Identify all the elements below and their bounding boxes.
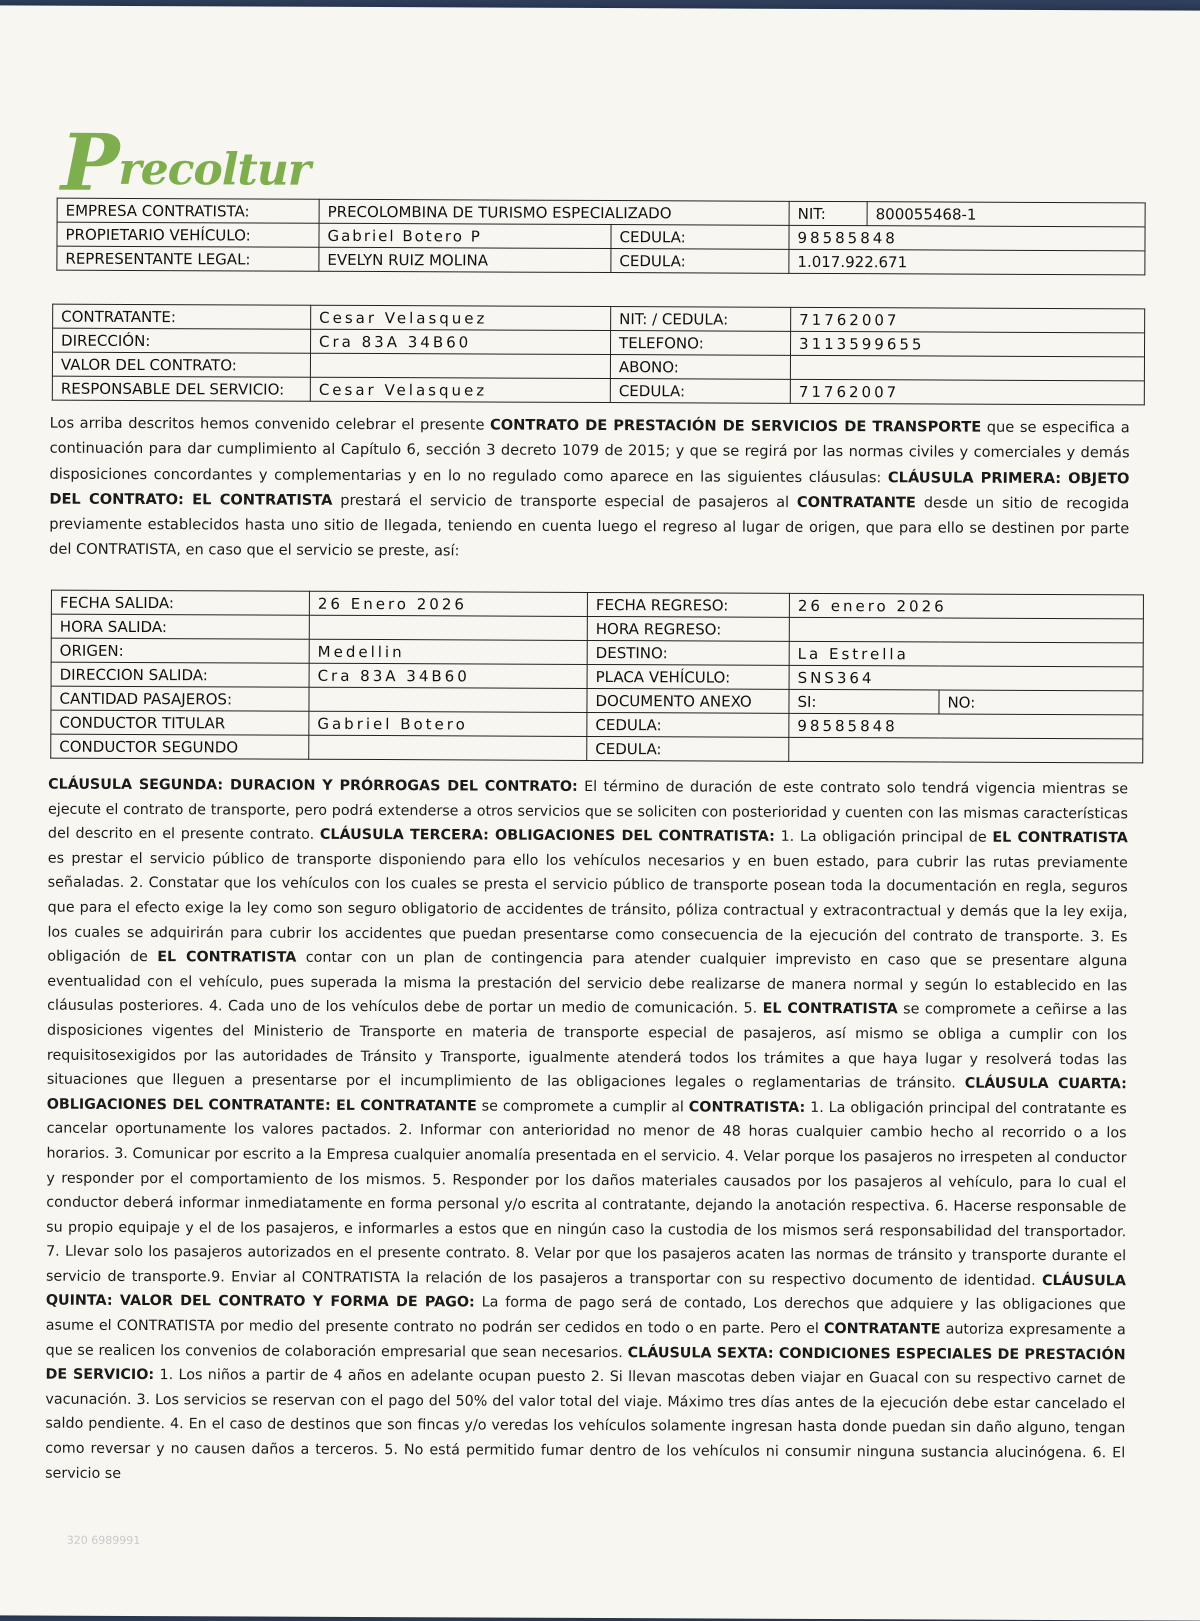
clause-text: 1. Los niños a partir de 4 años en adelante ocupan puesto 2. Si llevan mascotas deben viajar en Guacal con su respectivo carnet de vacunación. 3. Los servicios se reservan con el pago del 50% del valor total del viaje. Máximo tres días antes de la ejecución debe estar cancelado el saldo pendiente. 4. En el caso de destinos que son fincas y/o veredas los vehículos solamente ingresan hasta donde puedan sin daño alguno, tengan como reversar y no causen daños a terceros. 5. No está permitido fumar dentro de los vehículos ni consumir ninguna sustancia alucinógena. 6. El servicio se — [45, 1367, 1126, 1482]
clause-text: se compromete a cumplir al — [476, 1098, 689, 1116]
value-destino: La Estrella — [789, 641, 1143, 667]
label-contratante: CONTRATANTE: — [53, 304, 311, 329]
label-conductor-titular: CONDUCTOR TITULAR — [51, 710, 309, 735]
clause-text: La forma de pago será de contado, Los derechos que adquiere y las obligaciones que asume el CONTRATISTA por medio del presente contrato no podrán ser cedidos en todo o en parte. Pero el — [45, 1294, 1126, 1338]
label-hora-salida: HORA SALIDA: — [51, 614, 309, 639]
label-si: SI: — [789, 689, 939, 714]
clause-bold: EL CONTRATISTA — [992, 829, 1128, 847]
value-propietario: Gabriel Botero P — [319, 223, 611, 248]
label-nit-cedula: NIT: / CEDULA: — [611, 307, 791, 332]
value-cantidad-pasajeros — [309, 687, 587, 712]
label-documento-anexo: DOCUMENTO ANEXO — [587, 688, 789, 713]
clause-text: autoriza expresamente a que se realicen los convenios de colaboración empresarial que sean necesarios. — [45, 1321, 1126, 1361]
label-cedula-propietario: CEDULA: — [611, 225, 789, 250]
clause-fourth-heading: CLÁUSULA CUARTA: OBLIGACIONES DEL CONTRATANTE: EL CONTRATANTE — [46, 1075, 1127, 1115]
label-hora-regreso: HORA REGRESO: — [587, 616, 789, 641]
value-abono — [790, 355, 1144, 381]
value-fecha-salida: 26 Enero 2026 — [309, 591, 587, 616]
value-responsable: Cesar Velasquez — [310, 377, 610, 402]
clause-bold: CONTRATANTE — [823, 1321, 941, 1338]
label-placa: PLACA VEHÍCULO: — [587, 664, 789, 689]
value-placa: SNS364 — [789, 665, 1143, 691]
value-hora-salida — [309, 615, 587, 640]
clause-first-heading: CLÁUSULA PRIMERA: OBJETO DEL CONTRATO: EL CONTRATISTA — [49, 468, 1130, 509]
value-origen: Medellin — [309, 639, 587, 664]
intro-contract-title: CONTRATO DE PRESTACIÓN DE SERVICIOS DE TRANSPORTE — [490, 416, 982, 436]
value-nit-cedula: 71762007 — [791, 307, 1145, 333]
label-conductor-segundo: CONDUCTOR SEGUNDO — [51, 734, 309, 759]
intro-text-a: Los arriba descritos hemos convenido celebrar el presente — [49, 414, 491, 434]
label-responsable: RESPONSABLE DEL SERVICIO: — [52, 376, 310, 401]
intro-paragraph — [49, 411, 1130, 567]
client-table — [52, 304, 1145, 406]
label-propietario: PROPIETARIO VEHÍCULO: — [57, 222, 319, 247]
value-empresa: PRECOLOMBINA DE TURISMO ESPECIALIZADO — [319, 199, 789, 225]
clause-bold: EL CONTRATISTA — [762, 1001, 898, 1018]
value-cedula-titular: 98585848 — [789, 713, 1143, 739]
clause-text: El término de duración de este contrato solo tendrá vigencia mientras se ejecute el contrato de transporte, pero podrá extenderse a otros servicios que se soliciten con posterioridad y cuenten con las mismas características del descrito en el presente contrato. — [47, 778, 1129, 843]
value-direccion-salida: Cra 83A 34B60 — [309, 663, 587, 688]
value-cedula-responsable: 71762007 — [790, 379, 1144, 405]
value-cedula-segundo — [789, 737, 1143, 763]
intro-contratante: CONTRATANTE — [796, 493, 916, 512]
intro-text-g: desde un sitio de recogida previamente establecidos hasta uno sitio de llegada, teniendo en cuenta luego el regreso al lugar de origen, que para ello se destinen por parte del CONTRATISTA, en caso que el servicio se preste, así: — [49, 494, 1130, 560]
intro-text-e: prestará el servicio de transporte especial de pasajeros al — [332, 491, 797, 511]
trip-table — [50, 590, 1144, 764]
label-empresa: EMPRESA CONTRATISTA: — [57, 198, 319, 223]
label-nit: NIT: — [789, 201, 867, 225]
clause-text: contar con un plan de contingencia para atender cualquier imprevisto en caso que se presentare alguna eventualidad con el vehículo, pues superada la misma la prestación del servicio debe realizarse de manera normal y según lo establecido en las cláusulas posteriores. 4. Cada uno de los vehículos debe de portar un medio de comunicación. 5. — [47, 949, 1128, 1018]
label-abono: ABONO: — [610, 355, 790, 380]
value-representante: EVELYN RUIZ MOLINA — [319, 247, 611, 272]
label-cedula-titular: CEDULA: — [587, 712, 789, 737]
value-fecha-regreso: 26 enero 2026 — [789, 593, 1143, 619]
value-nit: 800055468-1 — [867, 202, 1145, 227]
clause-third-heading: CLÁUSULA TERCERA: OBLIGACIONES DEL CONTRATISTA: — [319, 826, 775, 845]
value-conductor-titular: Gabriel Botero — [309, 711, 587, 736]
label-destino: DESTINO: — [587, 640, 789, 665]
clauses-body — [45, 773, 1128, 1491]
label-direccion-salida: DIRECCION SALIDA: — [51, 662, 309, 687]
clause-text: se compromete a ceñirse a las disposiciones vigentes del Ministerio de Transporte en materia de transporte especial de pasajeros, así mismo se obliga a cumplir con los requisitosexigidos por las autoridades de Tránsito y Transporte, igualmente atenderá todos los trámites a que haya lugar y resolverá todas las situaciones que lleguen a presentarse por el incumplimiento de las obligaciones legales o reglamentarias de tránsito. — [46, 1001, 1128, 1092]
label-cedula-responsable: CEDULA: — [610, 379, 790, 404]
value-conductor-segundo — [309, 735, 587, 760]
value-valor — [310, 353, 610, 378]
label-no: NO: — [939, 690, 1143, 715]
clause-text: es prestar el servicio público de transporte disponiendo para ello los vehículos necesarios y en buen estado, para cubrir las rutas previamente señaladas. 2. Constatar que los vehículos con los cuales se presta el servicio público de transporte posean toda la documentación en regla, seguros que para el efecto exige la ley como son seguro obligatorio de accidentes de tránsito, póliza contractual y extracontractual y demás que la ley exija, los cuales se adquirirán para cubrir los accidentes que puedan presentarse como consecuencia de la ejecución del contrato de transporte. 3. Es obligación de — [47, 850, 1128, 966]
label-cedula-segundo: CEDULA: — [587, 736, 789, 761]
label-cedula-representante: CEDULA: — [611, 249, 789, 274]
value-telefono: 3113599655 — [790, 331, 1144, 357]
label-fecha-regreso: FECHA REGRESO: — [587, 592, 789, 617]
label-fecha-salida: FECHA SALIDA: — [51, 590, 309, 615]
label-origen: ORIGEN: — [51, 638, 309, 663]
clause-bold: CONTRATISTA: — [688, 1099, 806, 1116]
contract-sheet — [0, 5, 1200, 1620]
label-telefono: TELEFONO: — [611, 331, 791, 356]
clause-sixth-heading: CLÁUSULA SEXTA: CONDICIONES ESPECIALES DE PRESTACIÓN DE SERVICIO: — [45, 1344, 1126, 1384]
clause-second-heading: CLÁUSULA SEGUNDA: DURACION Y PRÓRROGAS DEL CONTRATO: — [48, 776, 578, 795]
clause-bold: EL CONTRATISTA — [157, 949, 297, 966]
clause-text: 1. La obligación principal del contratante es cancelar oportunamente los valores pactados. 2. Informar con anterioridad no menor de 48 horas cualquier cambio hecho al recorrido o a los horarios. 3. Comunicar por escrito a la Empresa cualquier anomalía presentada en el servicio. 4. Velar porque los pasajeros no irrespeten al conductor y responder por el comportamiento de los mismos. 5. Responder por los daños materiales causados por los pasajeros al vehículo, para lo cual el conductor deberá informar inmediatamente en forma personal y/o escrita al contratante, dejando la anotación respectiva. 6. Hacerse responsable de su propio equipaje y el de los pasajeros, e informarles a estos que en ningún caso la custodia de los mismos será responsabilidad del transportador. 7. Llevar solo los pasajeros autorizados en el presente contrato. 8. Velar por que los pasajeros acaten las normas de tránsito y transporte durante el servicio de transporte.9. Enviar al CONTRATISTA la relación de los pasajeros a transportar con su respectivo documento de identidad. — [45, 1099, 1127, 1289]
company-table — [56, 198, 1145, 276]
clause-text: 1. La obligación principal de — [774, 828, 993, 846]
value-hora-regreso — [789, 617, 1143, 643]
intro-text-c: que se especifica a continuación para dar cumplimiento al Capítulo 6, sección 3 decreto 1079 de 2015; y que se regirá por las normas civiles y comerciales y demás disposiciones concordantes y complementarias y en lo no regulado como aparece en las siguientes cláusulas: — [49, 418, 1130, 486]
value-contratante: Cesar Velasquez — [311, 305, 611, 330]
company-logo: Precoltur — [60, 117, 311, 209]
value-direccion: Cra 83A 34B60 — [311, 329, 611, 354]
label-cantidad-pasajeros: CANTIDAD PASAJEROS: — [51, 686, 309, 711]
clause-fifth-heading: CLÁUSULA QUINTA: VALOR DEL CONTRATO Y FORMA DE PAGO: — [45, 1272, 1126, 1311]
label-representante: REPRESENTANTE LEGAL: — [57, 246, 319, 271]
label-direccion: DIRECCIÓN: — [53, 328, 311, 353]
label-valor: VALOR DEL CONTRATO: — [52, 352, 310, 377]
value-cedula-propietario: 98585848 — [789, 225, 1145, 251]
value-cedula-representante: 1.017.922.671 — [789, 249, 1145, 275]
faint-footer-text: 320 6989991 — [66, 1533, 141, 1548]
